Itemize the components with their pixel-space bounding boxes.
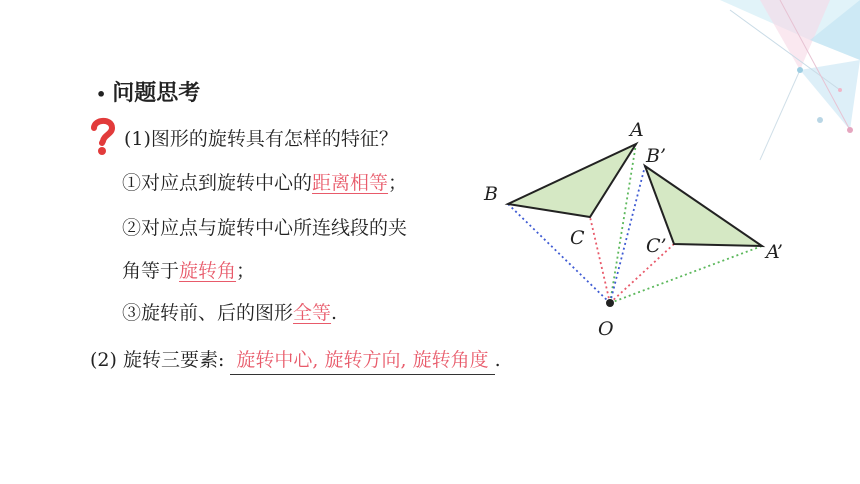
segment-OC [590, 217, 610, 303]
feature-item-2-line1: ②对应点与旋转中心所连线段的夹 [122, 217, 408, 239]
label-A-prime: A’ [766, 241, 783, 263]
segment-OB [508, 204, 610, 303]
feature-item-1: ①对应点到旋转中心的距离相等； [122, 172, 408, 194]
question-2: (2) 旋转三要素: 旋转中心, 旋转方向, 旋转角度 . [90, 345, 501, 375]
label-C-prime: C’ [646, 235, 667, 257]
answer-rotation-angle: 旋转角 [179, 260, 237, 282]
question-mark-icon [88, 116, 118, 156]
label-O: O [598, 318, 614, 340]
section-title [96, 76, 200, 107]
feature-item-2-line2: 角等于旋转角； [122, 260, 256, 282]
answer-distance-equal: 距离相等 [312, 172, 389, 194]
label-C: C [570, 227, 585, 249]
center-point-O [606, 299, 614, 307]
segment-OA-prime [610, 246, 762, 303]
rotation-diagram [470, 110, 800, 350]
triangle-A-prime-B-prime-C-prime [645, 166, 762, 246]
label-A: A [630, 119, 644, 141]
feature-item-3: ③旋转前、后的图形全等. [122, 302, 338, 324]
triangle-ABC [508, 144, 636, 217]
answer-congruent: 全等 [293, 302, 332, 324]
segment-OB-prime [610, 166, 645, 303]
question-1: (1)图形的旋转具有怎样的特征？ [124, 128, 398, 150]
label-B: B [484, 183, 498, 205]
answer-three-elements: 旋转中心, 旋转方向, 旋转角度 [230, 345, 494, 375]
label-B-prime: B’ [646, 145, 667, 167]
bullet-icon: • [96, 85, 107, 104]
section-title-text: 问题思考 [112, 81, 201, 106]
